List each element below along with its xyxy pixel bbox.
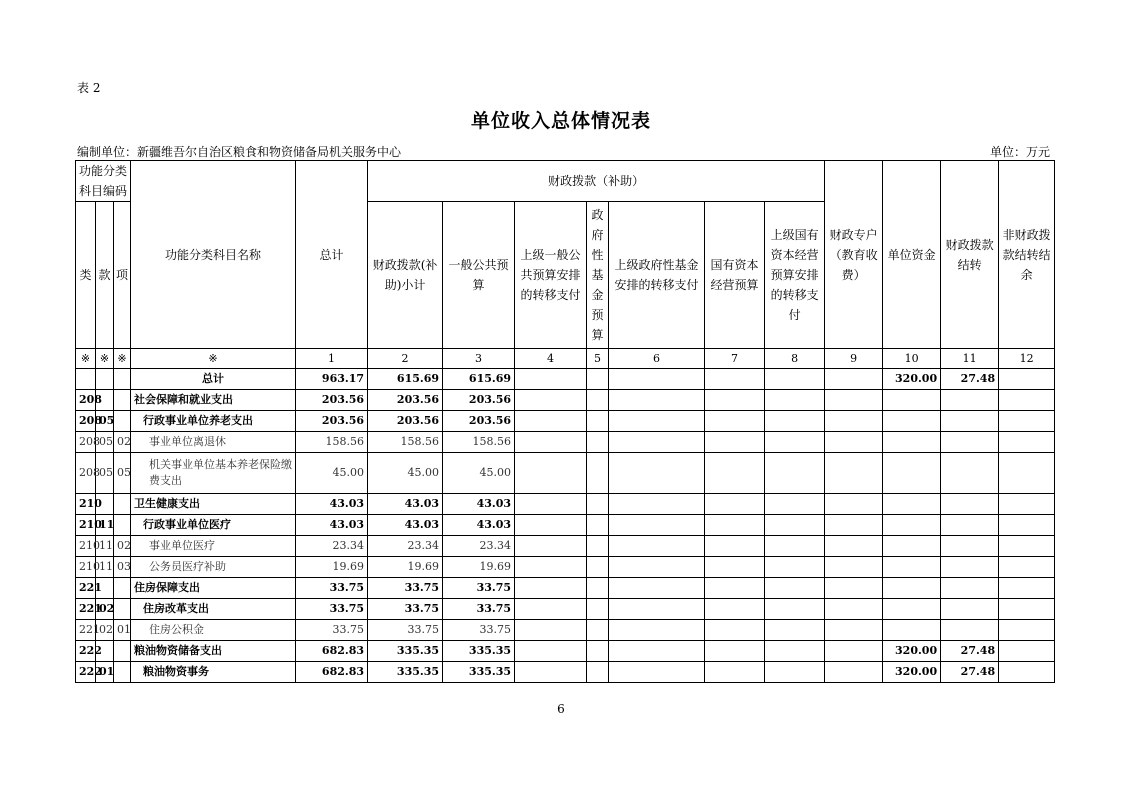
row-fiscal-special: [825, 599, 883, 620]
table-row: [76, 536, 1055, 557]
row-upper-fund-transfer: [609, 599, 705, 620]
row-kuan: 11: [96, 557, 114, 578]
row-lei: [76, 369, 96, 390]
row-fiscal-subtotal: 335.35: [368, 662, 443, 683]
row-gov-fund-budget: [587, 662, 609, 683]
row-unit-funds: [883, 599, 941, 620]
row-general-budget: 19.69: [443, 557, 515, 578]
column-index-cell: 3: [443, 349, 515, 369]
row-fiscal-carryover: [941, 620, 999, 641]
row-nonfiscal-carryover: [999, 411, 1055, 432]
row-fiscal-subtotal: 615.69: [368, 369, 443, 390]
row-kuan: 11: [96, 515, 114, 536]
row-unit-funds: [883, 453, 941, 494]
row-name: 行政事业单位医疗: [131, 515, 296, 536]
row-name: 住房公积金: [131, 620, 296, 641]
row-fiscal-subtotal: 43.03: [368, 515, 443, 536]
row-lei: 208: [76, 390, 96, 411]
row-xiang: 05: [114, 453, 131, 494]
row-kuan: 01: [96, 662, 114, 683]
row-total: 203.56: [296, 390, 368, 411]
row-fiscal-carryover: [941, 515, 999, 536]
row-total: 158.56: [296, 432, 368, 453]
row-kuan: 05: [96, 432, 114, 453]
column-index-row: [76, 349, 1055, 369]
table-row: [76, 369, 1055, 390]
row-gov-fund-budget: [587, 557, 609, 578]
row-xiang: [114, 578, 131, 599]
row-upper-fund-transfer: [609, 557, 705, 578]
row-upper-capital-transfer: [765, 620, 825, 641]
row-nonfiscal-carryover: [999, 536, 1055, 557]
column-index-cell: ※: [96, 349, 114, 369]
column-index-cell: 4: [515, 349, 587, 369]
table-row: [76, 390, 1055, 411]
row-upper-general-transfer: [515, 641, 587, 662]
row-upper-capital-transfer: [765, 536, 825, 557]
header-fiscal-subtotal: 财政拨款(补助)小计: [368, 202, 443, 349]
row-upper-general-transfer: [515, 599, 587, 620]
row-fiscal-subtotal: 335.35: [368, 641, 443, 662]
row-fiscal-special: [825, 662, 883, 683]
header-name: 功能分类科目名称: [131, 161, 296, 349]
row-upper-fund-transfer: [609, 494, 705, 515]
column-index-cell: ※: [114, 349, 131, 369]
row-state-capital-budget: [705, 578, 765, 599]
row-lei: 208: [76, 453, 96, 494]
row-upper-capital-transfer: [765, 662, 825, 683]
row-fiscal-subtotal: 203.56: [368, 411, 443, 432]
row-kuan: 05: [96, 453, 114, 494]
row-general-budget: 33.75: [443, 620, 515, 641]
row-state-capital-budget: [705, 453, 765, 494]
row-gov-fund-budget: [587, 620, 609, 641]
header-kuan: 款: [96, 202, 114, 349]
header-general-budget: 一般公共预算: [443, 202, 515, 349]
row-nonfiscal-carryover: [999, 641, 1055, 662]
table-row: [76, 557, 1055, 578]
column-index-cell: ※: [76, 349, 96, 369]
row-fiscal-special: [825, 494, 883, 515]
row-fiscal-special: [825, 641, 883, 662]
row-total: 23.34: [296, 536, 368, 557]
row-unit-funds: [883, 411, 941, 432]
row-fiscal-carryover: [941, 453, 999, 494]
row-lei: 221: [76, 578, 96, 599]
page-title: 单位收入总体情况表: [470, 110, 651, 132]
header-unit-funds: 单位资金: [883, 161, 941, 349]
row-upper-capital-transfer: [765, 578, 825, 599]
row-fiscal-special: [825, 536, 883, 557]
header-upper-general-transfer: 上级一般公共预算安排的转移支付: [515, 202, 587, 349]
row-total: 33.75: [296, 599, 368, 620]
row-state-capital-budget: [705, 494, 765, 515]
row-general-budget: 158.56: [443, 432, 515, 453]
row-total: 43.03: [296, 494, 368, 515]
row-gov-fund-budget: [587, 432, 609, 453]
row-name: 事业单位医疗: [131, 536, 296, 557]
row-upper-capital-transfer: [765, 369, 825, 390]
unit-of-measure: 单位：万元: [989, 145, 1050, 159]
row-upper-capital-transfer: [765, 641, 825, 662]
row-upper-general-transfer: [515, 369, 587, 390]
table-row: [76, 662, 1055, 683]
row-upper-capital-transfer: [765, 453, 825, 494]
table-row: [76, 432, 1055, 453]
row-fiscal-special: [825, 411, 883, 432]
row-total: 203.56: [296, 411, 368, 432]
row-unit-funds: [883, 494, 941, 515]
row-fiscal-subtotal: 45.00: [368, 453, 443, 494]
column-index-cell: 9: [825, 349, 883, 369]
header-fiscal-special: 财政专户（教育收费）: [825, 161, 883, 349]
row-fiscal-special: [825, 515, 883, 536]
row-kuan: 11: [96, 536, 114, 557]
row-nonfiscal-carryover: [999, 578, 1055, 599]
row-fiscal-special: [825, 369, 883, 390]
header-fiscal-carryover: 财政拨款结转: [941, 161, 999, 349]
header-xiang: 项: [114, 202, 131, 349]
row-name: 卫生健康支出: [131, 494, 296, 515]
row-fiscal-carryover: [941, 390, 999, 411]
row-general-budget: 43.03: [443, 494, 515, 515]
row-upper-capital-transfer: [765, 432, 825, 453]
row-xiang: [114, 641, 131, 662]
row-total: 682.83: [296, 662, 368, 683]
row-nonfiscal-carryover: [999, 369, 1055, 390]
row-kuan: 02: [96, 620, 114, 641]
header-total: 总计: [296, 161, 368, 349]
row-general-budget: 33.75: [443, 578, 515, 599]
doc-label: 表 2: [77, 81, 101, 95]
table-row: [76, 494, 1055, 515]
table-row: [76, 641, 1055, 662]
row-unit-funds: [883, 432, 941, 453]
column-index-cell: 7: [705, 349, 765, 369]
row-upper-capital-transfer: [765, 411, 825, 432]
column-index-cell: 5: [587, 349, 609, 369]
row-total: 33.75: [296, 578, 368, 599]
row-upper-fund-transfer: [609, 620, 705, 641]
row-fiscal-subtotal: 33.75: [368, 599, 443, 620]
row-fiscal-special: [825, 390, 883, 411]
row-state-capital-budget: [705, 641, 765, 662]
row-fiscal-special: [825, 557, 883, 578]
row-upper-fund-transfer: [609, 578, 705, 599]
header-upper-fund-transfer: 上级政府性基金安排的转移支付: [609, 202, 705, 349]
row-lei: 210: [76, 494, 96, 515]
row-upper-general-transfer: [515, 411, 587, 432]
row-lei: 210: [76, 557, 96, 578]
row-upper-general-transfer: [515, 578, 587, 599]
row-gov-fund-budget: [587, 390, 609, 411]
row-nonfiscal-carryover: [999, 390, 1055, 411]
row-state-capital-budget: [705, 620, 765, 641]
row-general-budget: 615.69: [443, 369, 515, 390]
row-gov-fund-budget: [587, 369, 609, 390]
row-xiang: 02: [114, 432, 131, 453]
row-fiscal-carryover: [941, 557, 999, 578]
table-row: [76, 453, 1055, 494]
row-nonfiscal-carryover: [999, 494, 1055, 515]
row-name: 机关事业单位基本养老保险缴费支出: [131, 453, 296, 494]
row-name: 公务员医疗补助: [131, 557, 296, 578]
row-xiang: [114, 411, 131, 432]
row-fiscal-subtotal: 158.56: [368, 432, 443, 453]
row-state-capital-budget: [705, 536, 765, 557]
row-upper-fund-transfer: [609, 369, 705, 390]
row-name: 行政事业单位养老支出: [131, 411, 296, 432]
row-lei: 221: [76, 620, 96, 641]
row-fiscal-special: [825, 432, 883, 453]
header-gov-fund-budget: 政府性基金预算: [587, 202, 609, 349]
row-fiscal-carryover: [941, 599, 999, 620]
header-code-group: 功能分类科目编码: [76, 161, 131, 202]
row-gov-fund-budget: [587, 536, 609, 557]
row-general-budget: 203.56: [443, 390, 515, 411]
table-row: [76, 515, 1055, 536]
row-state-capital-budget: [705, 411, 765, 432]
header-upper-capital-transfer: 上级国有资本经营预算安排的转移支付: [765, 202, 825, 349]
row-total: 45.00: [296, 453, 368, 494]
row-upper-general-transfer: [515, 432, 587, 453]
row-upper-general-transfer: [515, 620, 587, 641]
row-upper-fund-transfer: [609, 641, 705, 662]
row-fiscal-subtotal: 23.34: [368, 536, 443, 557]
column-index-cell: 1: [296, 349, 368, 369]
row-unit-funds: 320.00: [883, 662, 941, 683]
row-xiang: 01: [114, 620, 131, 641]
row-fiscal-carryover: [941, 494, 999, 515]
row-xiang: 02: [114, 536, 131, 557]
row-upper-capital-transfer: [765, 494, 825, 515]
row-upper-capital-transfer: [765, 515, 825, 536]
row-general-budget: 203.56: [443, 411, 515, 432]
row-lei: 222: [76, 641, 96, 662]
row-gov-fund-budget: [587, 515, 609, 536]
column-index-cell: 8: [765, 349, 825, 369]
row-gov-fund-budget: [587, 494, 609, 515]
row-state-capital-budget: [705, 599, 765, 620]
row-name: 粮油物资事务: [131, 662, 296, 683]
row-fiscal-carryover: [941, 536, 999, 557]
row-nonfiscal-carryover: [999, 599, 1055, 620]
row-upper-capital-transfer: [765, 557, 825, 578]
row-state-capital-budget: [705, 390, 765, 411]
row-fiscal-subtotal: 33.75: [368, 620, 443, 641]
header-fiscal-group: 财政拨款（补助）: [368, 161, 825, 202]
row-unit-funds: [883, 578, 941, 599]
row-kuan: [96, 369, 114, 390]
row-name: 社会保障和就业支出: [131, 390, 296, 411]
row-fiscal-subtotal: 43.03: [368, 494, 443, 515]
income-table: [75, 160, 1055, 683]
row-gov-fund-budget: [587, 578, 609, 599]
row-total: 682.83: [296, 641, 368, 662]
row-gov-fund-budget: [587, 599, 609, 620]
row-upper-fund-transfer: [609, 432, 705, 453]
row-upper-general-transfer: [515, 390, 587, 411]
row-fiscal-carryover: 27.48: [941, 662, 999, 683]
row-general-budget: 33.75: [443, 599, 515, 620]
row-upper-general-transfer: [515, 536, 587, 557]
row-nonfiscal-carryover: [999, 557, 1055, 578]
row-fiscal-carryover: 27.48: [941, 641, 999, 662]
row-unit-funds: [883, 557, 941, 578]
row-upper-fund-transfer: [609, 411, 705, 432]
row-fiscal-subtotal: 203.56: [368, 390, 443, 411]
table-row: [76, 620, 1055, 641]
row-upper-fund-transfer: [609, 662, 705, 683]
header-state-capital-budget: 国有资本经营预算: [705, 202, 765, 349]
row-upper-general-transfer: [515, 662, 587, 683]
row-gov-fund-budget: [587, 641, 609, 662]
row-name: 住房改革支出: [131, 599, 296, 620]
table-row: [76, 599, 1055, 620]
row-fiscal-special: [825, 620, 883, 641]
header-lei: 类: [76, 202, 96, 349]
column-index-cell: 11: [941, 349, 999, 369]
row-fiscal-special: [825, 453, 883, 494]
row-xiang: [114, 599, 131, 620]
row-upper-general-transfer: [515, 453, 587, 494]
row-lei: 208: [76, 411, 96, 432]
row-gov-fund-budget: [587, 411, 609, 432]
row-total: 19.69: [296, 557, 368, 578]
page-number: 6: [557, 702, 565, 716]
row-general-budget: 335.35: [443, 641, 515, 662]
row-xiang: 03: [114, 557, 131, 578]
row-lei: 210: [76, 515, 96, 536]
row-lei: 221: [76, 599, 96, 620]
row-xiang: [114, 494, 131, 515]
row-general-budget: 335.35: [443, 662, 515, 683]
row-xiang: [114, 662, 131, 683]
compiling-unit: 编制单位：新疆维吾尔自治区粮食和物资储备局机关服务中心: [77, 145, 402, 159]
row-fiscal-subtotal: 19.69: [368, 557, 443, 578]
row-general-budget: 43.03: [443, 515, 515, 536]
row-upper-fund-transfer: [609, 536, 705, 557]
row-upper-capital-transfer: [765, 599, 825, 620]
row-unit-funds: [883, 390, 941, 411]
row-unit-funds: 320.00: [883, 641, 941, 662]
table-row: [76, 411, 1055, 432]
row-fiscal-carryover: 27.48: [941, 369, 999, 390]
row-name: 总计: [131, 369, 296, 390]
row-state-capital-budget: [705, 515, 765, 536]
row-unit-funds: [883, 536, 941, 557]
row-total: 43.03: [296, 515, 368, 536]
column-index-cell: 6: [609, 349, 705, 369]
row-lei: 222: [76, 662, 96, 683]
row-general-budget: 23.34: [443, 536, 515, 557]
column-index-cell: ※: [131, 349, 296, 369]
row-state-capital-budget: [705, 662, 765, 683]
row-fiscal-carryover: [941, 411, 999, 432]
row-lei: 210: [76, 536, 96, 557]
row-fiscal-carryover: [941, 432, 999, 453]
row-nonfiscal-carryover: [999, 662, 1055, 683]
row-nonfiscal-carryover: [999, 620, 1055, 641]
row-kuan: 02: [96, 599, 114, 620]
column-index-cell: 10: [883, 349, 941, 369]
header-nonfiscal-carryover: 非财政拨款结转结余: [999, 161, 1055, 349]
row-xiang: [114, 390, 131, 411]
row-total: 963.17: [296, 369, 368, 390]
row-upper-general-transfer: [515, 494, 587, 515]
row-name: 粮油物资储备支出: [131, 641, 296, 662]
row-xiang: [114, 369, 131, 390]
row-unit-funds: [883, 620, 941, 641]
row-upper-fund-transfer: [609, 390, 705, 411]
row-name: 住房保障支出: [131, 578, 296, 599]
row-state-capital-budget: [705, 369, 765, 390]
column-index-cell: 2: [368, 349, 443, 369]
row-lei: 208: [76, 432, 96, 453]
row-general-budget: 45.00: [443, 453, 515, 494]
row-fiscal-subtotal: 33.75: [368, 578, 443, 599]
row-nonfiscal-carryover: [999, 432, 1055, 453]
row-fiscal-special: [825, 578, 883, 599]
column-index-cell: 12: [999, 349, 1055, 369]
row-upper-fund-transfer: [609, 453, 705, 494]
row-upper-fund-transfer: [609, 515, 705, 536]
row-upper-capital-transfer: [765, 390, 825, 411]
row-unit-funds: [883, 515, 941, 536]
row-fiscal-carryover: [941, 578, 999, 599]
row-upper-general-transfer: [515, 557, 587, 578]
row-state-capital-budget: [705, 557, 765, 578]
row-state-capital-budget: [705, 432, 765, 453]
row-nonfiscal-carryover: [999, 515, 1055, 536]
row-unit-funds: 320.00: [883, 369, 941, 390]
row-name: 事业单位离退休: [131, 432, 296, 453]
row-xiang: [114, 515, 131, 536]
row-upper-general-transfer: [515, 515, 587, 536]
row-gov-fund-budget: [587, 453, 609, 494]
row-kuan: 05: [96, 411, 114, 432]
row-total: 33.75: [296, 620, 368, 641]
table-row: [76, 578, 1055, 599]
row-nonfiscal-carryover: [999, 453, 1055, 494]
